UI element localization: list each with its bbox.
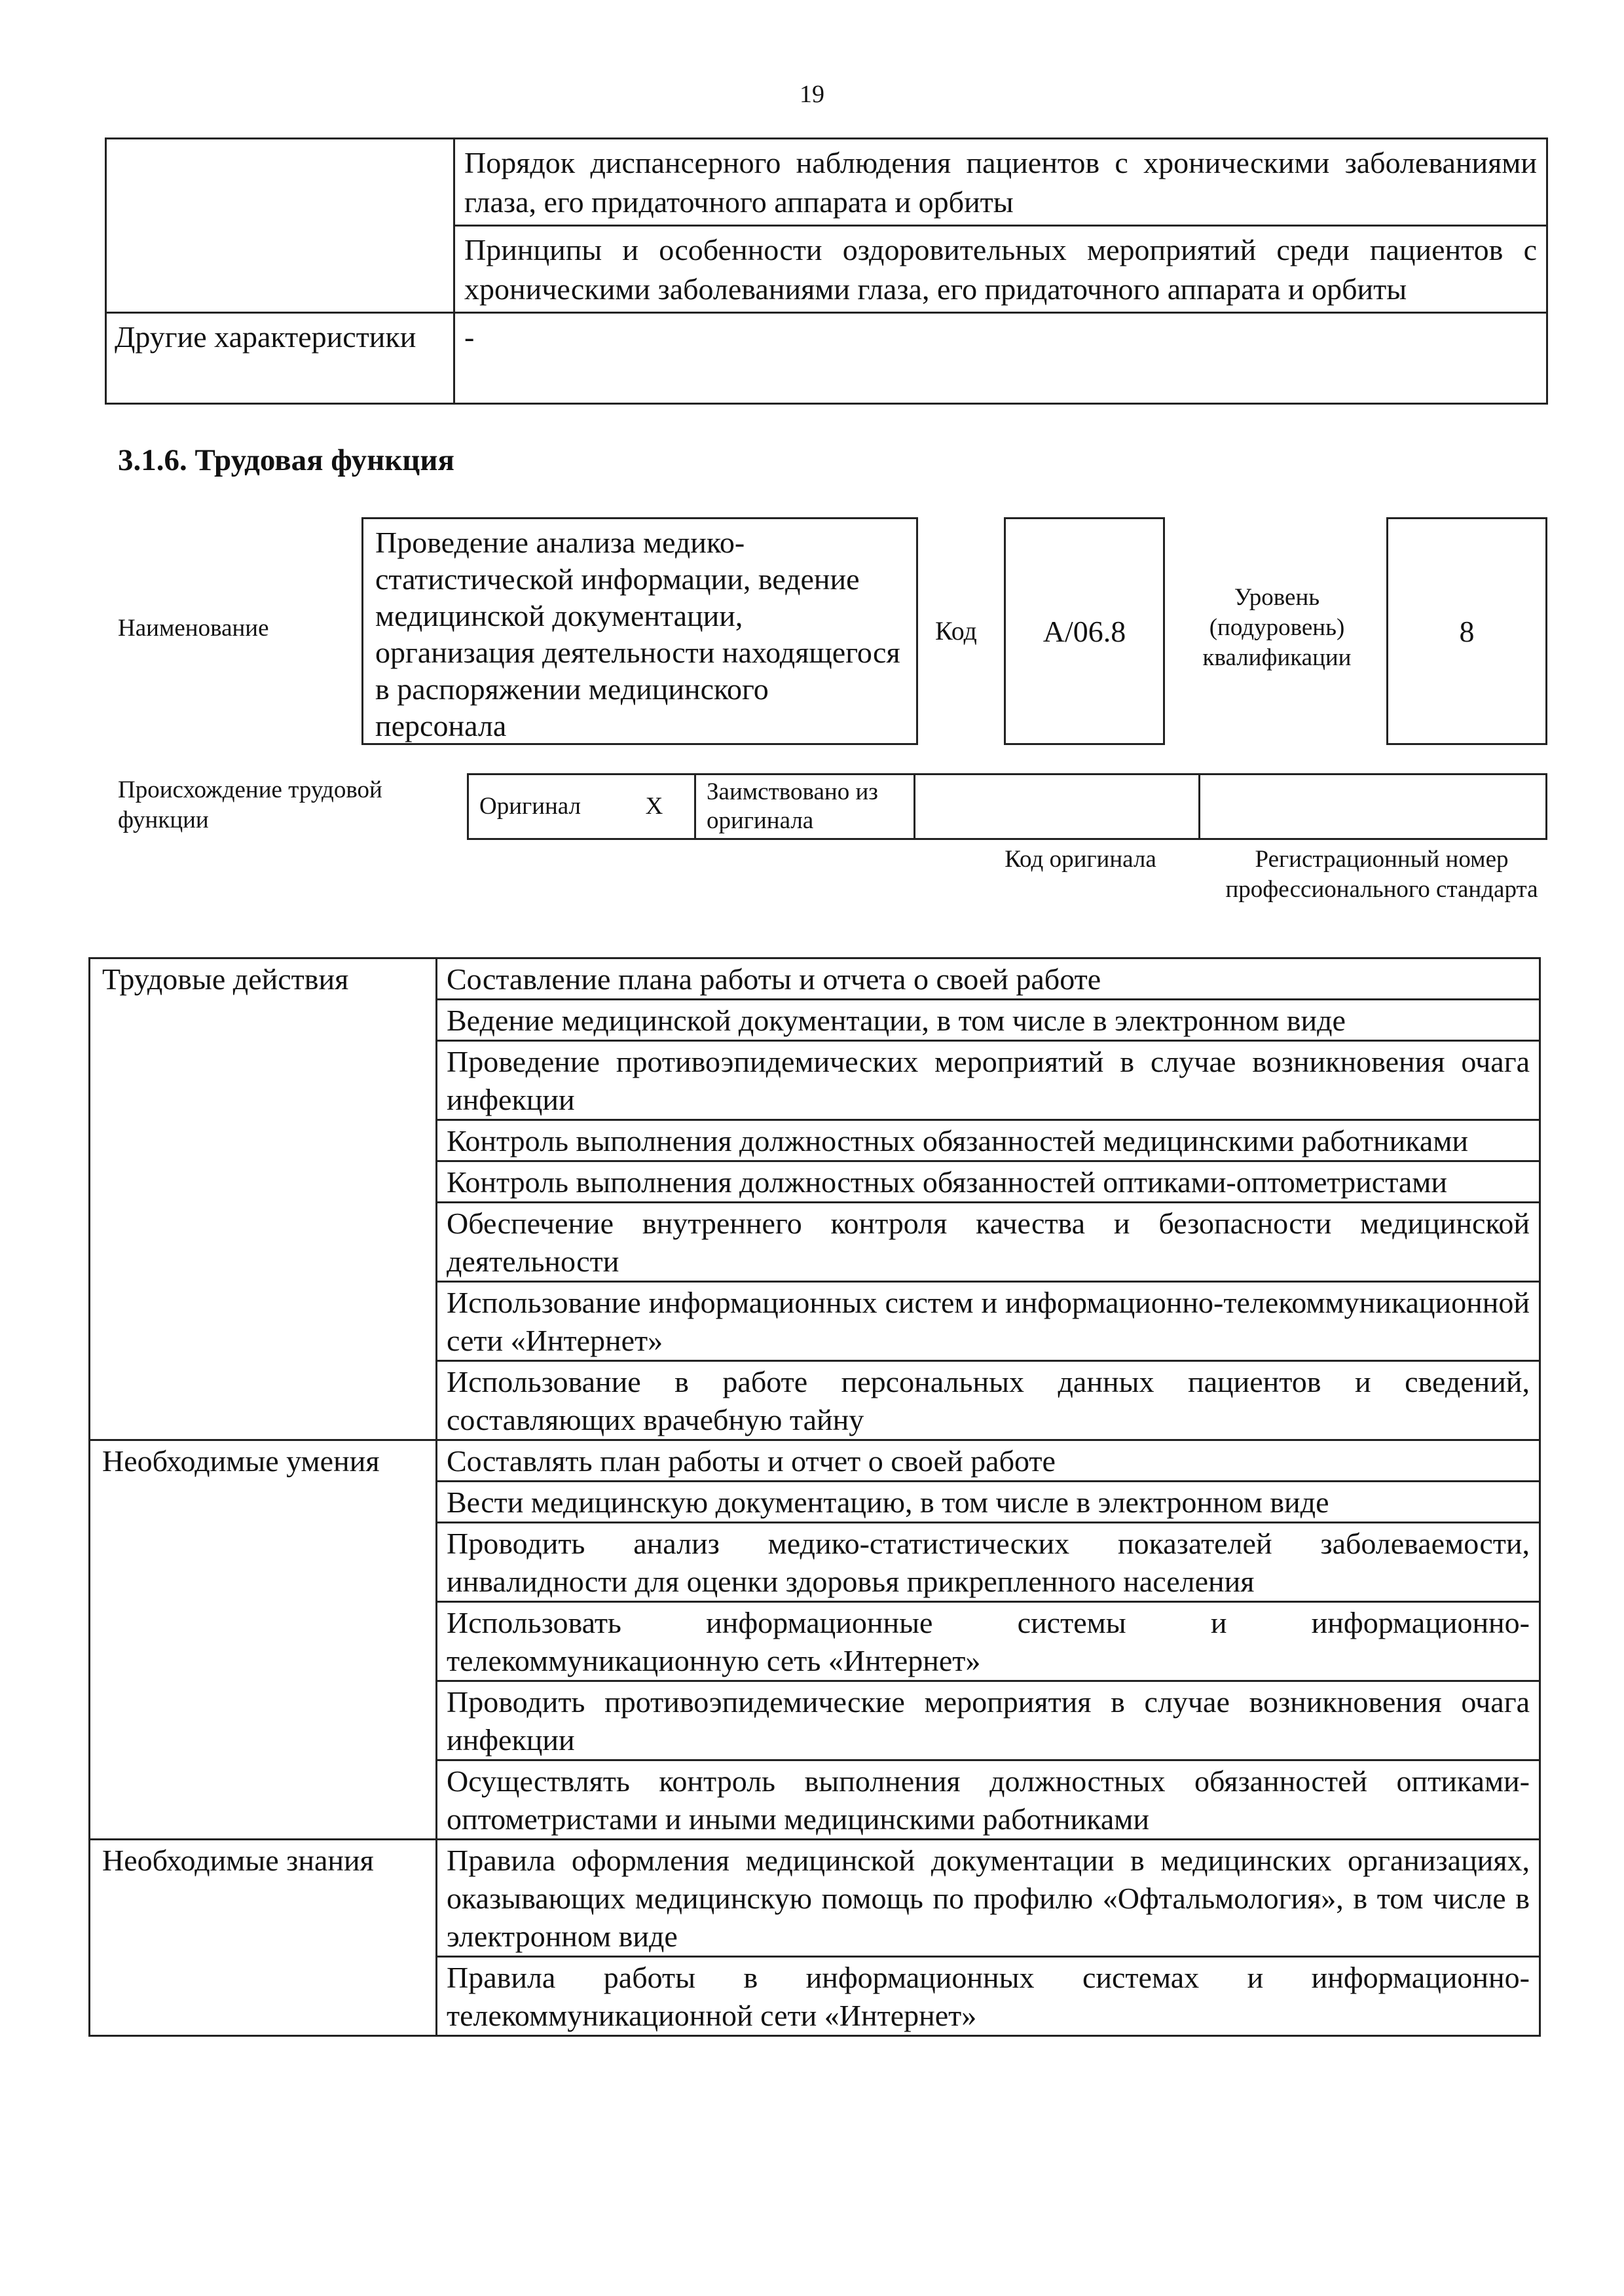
table-cell: Правила оформления медицинской документации в медицинских организациях, оказывающих медицинскую помощь по профилю «Офтальмология», в том числе в электронном виде	[437, 1840, 1540, 1957]
original-label: Оригинал	[468, 774, 615, 839]
original-mark: X	[614, 774, 695, 839]
table-cell: -	[454, 313, 1547, 404]
reg-number-cell	[1200, 774, 1547, 839]
page-number: 19	[800, 81, 824, 108]
section-label: Необходимые умения	[90, 1440, 437, 1840]
table-row	[90, 958, 1540, 1000]
table-row	[106, 313, 1547, 404]
table-cell: Использование информационных систем и информационно-телекоммуникационной сети «Интернет»	[437, 1282, 1540, 1361]
table-cell: Правила работы в информационных системах и информационно-телекоммуникационной сети «Интернет»	[437, 1957, 1540, 2036]
section-label: Трудовые действия	[90, 958, 437, 1440]
row-label: Другие характеристики	[106, 313, 454, 404]
main-table	[88, 957, 1541, 2037]
level-label: Уровень (подуровень) квалификации	[1202, 584, 1352, 671]
table-cell: Контроль выполнения должностных обязанностей медицинскими работниками	[437, 1120, 1540, 1161]
continuation-table	[105, 137, 1548, 405]
table-cell: Проводить противоэпидемические мероприятия в случае возникновения очага инфекции	[437, 1681, 1540, 1760]
table-cell: Использование в работе персональных данных пациентов и сведений, составляющих врачебную тайну	[437, 1361, 1540, 1440]
name-label: Наименование	[118, 615, 269, 642]
function-name-value: Проведение анализа медико-статистической информации, ведение медицинской документации, организация деятельности находящегося в распоряжении медицинского персонала	[361, 517, 918, 745]
table-cell: Проведение противоэпидемических мероприятий в случае возникновения очага инфекции	[437, 1041, 1540, 1120]
table-cell: Контроль выполнения должностных обязанностей оптиками-оптометристами	[437, 1161, 1540, 1203]
level-value: 8	[1386, 517, 1547, 745]
table-cell: Осуществлять контроль выполнения должностных обязанностей оптиками-оптометристами и иными медицинскими работниками	[437, 1760, 1540, 1840]
table-row	[106, 139, 1547, 226]
function-code-value: A/06.8	[1004, 517, 1165, 745]
table-row	[90, 1840, 1540, 1957]
reg-number-caption: Регистрационный номер профессионального стандарта	[1225, 846, 1538, 903]
table-cell: Проводить анализ медико-статистических показателей заболеваемости, инвалидности для оценки здоровья прикрепленного населения	[437, 1523, 1540, 1602]
table-cell: Обеспечение внутреннего контроля качества и безопасности медицинской деятельности	[437, 1203, 1540, 1282]
table-cell: Порядок диспансерного наблюдения пациентов с хроническими заболеваниями глаза, его придаточного аппарата и орбиты	[454, 139, 1547, 226]
table-cell: Вести медицинскую документацию, в том числе в электронном виде	[437, 1482, 1540, 1523]
code-original-caption: Код оригинала	[1005, 846, 1156, 873]
section-title: 3.1.6. Трудовая функция	[118, 443, 454, 477]
table-cell: Ведение медицинской документации, в том числе в электронном виде	[437, 1000, 1540, 1041]
code-label: Код	[935, 616, 977, 646]
origin-label: Происхождение трудовой функции	[118, 776, 382, 833]
code-original-cell	[915, 774, 1200, 839]
table-row	[90, 1440, 1540, 1482]
table-row	[468, 774, 1547, 839]
borrowed-label: Заимствовано из оригинала	[695, 774, 915, 839]
section-label: Необходимые знания	[90, 1840, 437, 2036]
table-cell: Использовать информационные системы и информационно-телекоммуникационную сеть «Интернет»	[437, 1602, 1540, 1681]
table-cell: Составление плана работы и отчета о своей работе	[437, 958, 1540, 1000]
row-label	[106, 139, 454, 313]
table-cell: Составлять план работы и отчет о своей работе	[437, 1440, 1540, 1482]
table-cell: Принципы и особенности оздоровительных мероприятий среди пациентов с хроническими заболеваниями глаза, его придаточного аппарата и орбиты	[454, 226, 1547, 313]
origin-table	[467, 773, 1547, 840]
